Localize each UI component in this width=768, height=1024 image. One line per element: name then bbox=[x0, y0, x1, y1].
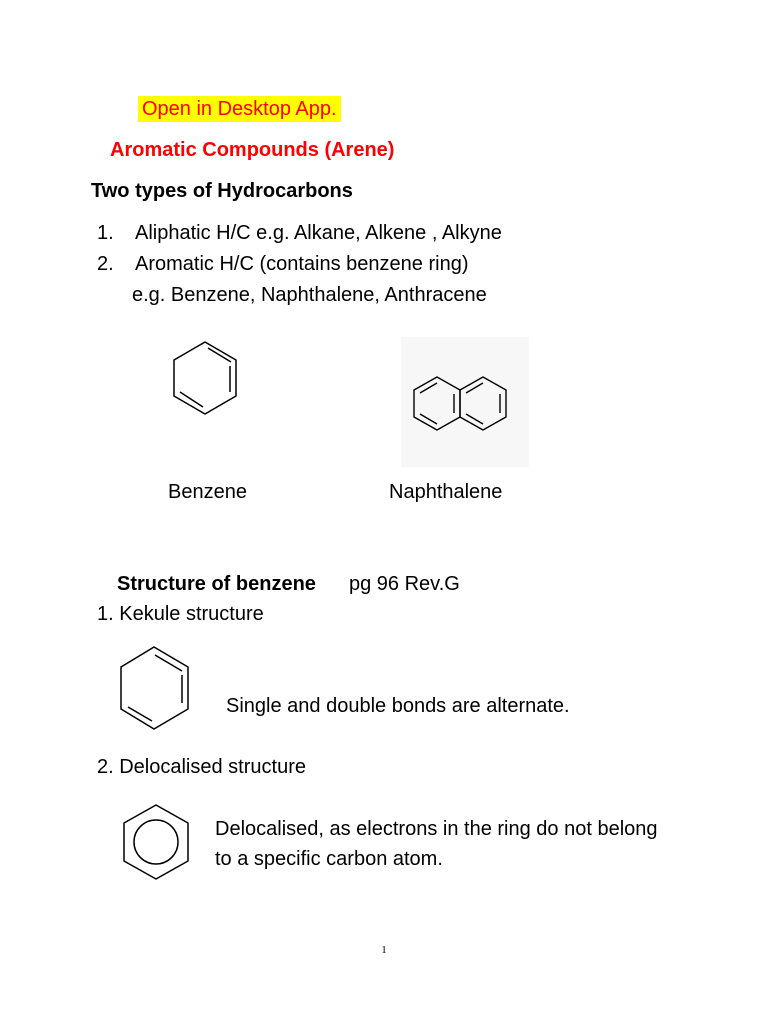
benzene-caption: Benzene bbox=[168, 481, 247, 503]
kekule-structure-figure bbox=[116, 641, 196, 737]
naphthalene-caption: Naphthalene bbox=[389, 481, 503, 503]
naphthalene-structure-figure bbox=[401, 337, 529, 467]
kekule-label: 1. Kekule structure bbox=[97, 603, 264, 625]
open-in-desktop-app-link[interactable]: Open in Desktop App. bbox=[138, 96, 341, 122]
delocalised-structure-figure bbox=[118, 799, 194, 887]
delocalised-note-line1: Delocalised, as electrons in the ring do not belong bbox=[215, 818, 658, 840]
list-item-aromatic: Aromatic H/C (contains benzene ring) bbox=[135, 253, 469, 275]
page-number: 1 bbox=[381, 944, 387, 956]
kekule-note: Single and double bonds are alternate. bbox=[226, 695, 570, 717]
list-item-number-1: 1. bbox=[97, 222, 114, 244]
structure-heading: Structure of benzene bbox=[117, 573, 316, 595]
section-heading-hydrocarbons: Two types of Hydrocarbons bbox=[91, 180, 353, 202]
page-title: Aromatic Compounds (Arene) bbox=[110, 139, 395, 161]
delocalised-note-line2: to a specific carbon atom. bbox=[215, 848, 443, 870]
example-line: e.g. Benzene, Naphthalene, Anthracene bbox=[132, 284, 487, 306]
benzene-structure-figure bbox=[160, 334, 250, 424]
delocalised-label: 2. Delocalised structure bbox=[97, 756, 306, 778]
page-reference: pg 96 Rev.G bbox=[349, 573, 460, 595]
list-item-number-2: 2. bbox=[97, 253, 114, 275]
list-item-aliphatic: Aliphatic H/C e.g. Alkane, Alkene , Alkyne bbox=[135, 222, 502, 244]
